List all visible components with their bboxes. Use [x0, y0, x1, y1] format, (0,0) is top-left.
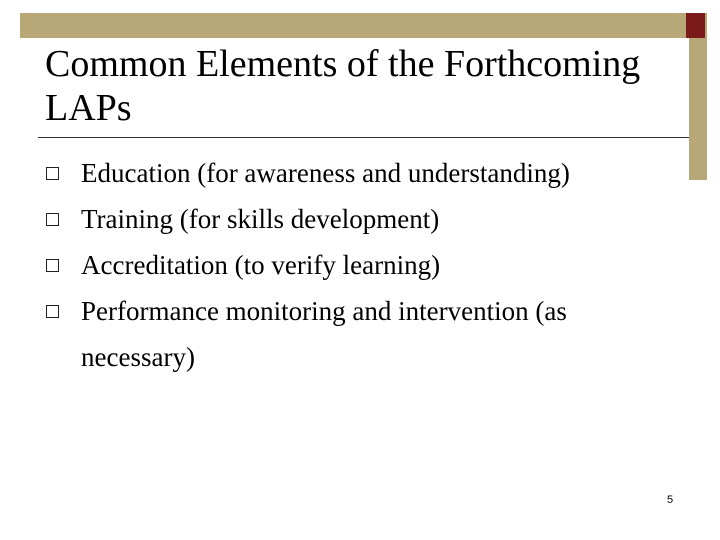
- decorative-side-bar: [689, 13, 707, 180]
- bullet-item: [0, 288, 671, 380]
- bullet-text: Accreditation (to verify learning): [81, 250, 441, 280]
- bullet-item: [0, 242, 671, 288]
- hollow-square-icon: [46, 305, 59, 318]
- bullet-item: [0, 196, 671, 242]
- bullet-item: [0, 150, 671, 196]
- hollow-square-icon: [46, 213, 59, 226]
- page-number: 5: [667, 494, 674, 506]
- bullet-text: Performance monitoring and intervention (as necessary): [81, 296, 567, 372]
- title-divider: [38, 137, 689, 138]
- hollow-square-icon: [46, 259, 59, 272]
- bullet-list: [0, 150, 680, 380]
- decorative-top-bar: [20, 13, 689, 38]
- hollow-square-icon: [46, 167, 59, 180]
- decorative-corner-block: [686, 13, 705, 38]
- bullet-text: Education (for awareness and understanding): [81, 158, 570, 188]
- bullet-text: Training (for skills development): [81, 204, 440, 234]
- slide-title: Common Elements of the Forthcoming LAPs: [45, 43, 641, 129]
